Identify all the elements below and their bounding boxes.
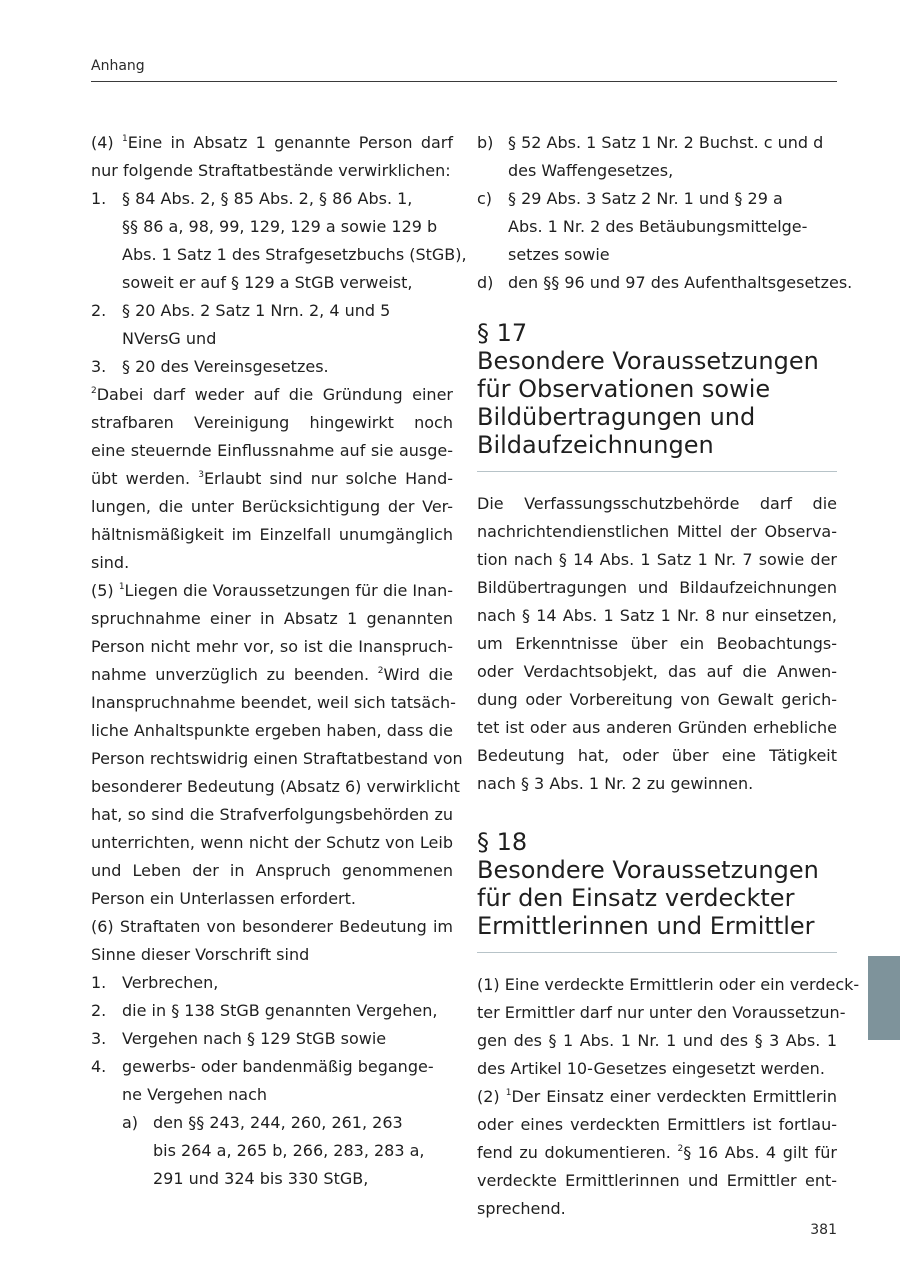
paragraph-line: (1) Eine verdeckte Ermittlerin oder ein verdeck- bbox=[477, 975, 860, 994]
paragraph-line: dung oder Vorbereitung von Gewalt gerich- bbox=[477, 690, 837, 709]
sub-list-item-line: 291 und 324 bis 330 StGB, bbox=[153, 1169, 369, 1188]
list-item: 2. § 20 Abs. 2 Satz 1 Nrn. 2, 4 und 5 bbox=[91, 301, 391, 320]
section-number: § 17 bbox=[477, 319, 528, 347]
paragraph-line: tion nach § 14 Abs. 1 Satz 1 Nr. 7 sowie der bbox=[477, 550, 837, 569]
sub-list-item: a) den §§ 243, 244, 260, 261, 263 bbox=[122, 1113, 403, 1132]
numbered-list bbox=[91, 969, 453, 1193]
paragraph-4-line: nur folgende Straftatbestände verwirklichen: bbox=[91, 161, 451, 180]
list-item: 3. Vergehen nach § 129 StGB sowie bbox=[91, 1029, 387, 1048]
paragraph-line: Bildübertragungen und Bildaufzeichnungen bbox=[477, 578, 837, 597]
section-18-heading bbox=[477, 828, 837, 953]
paragraph-line: unterrichten, wenn nicht der Schutz von Leib bbox=[91, 833, 453, 852]
paragraph-line: sprechend. bbox=[477, 1199, 566, 1218]
header-rule bbox=[91, 81, 837, 82]
paragraph-line: übt werden. $^3$Erlaubt sind nur solche Hand- bbox=[91, 469, 453, 488]
sub-list-item-line: setzes sowie bbox=[508, 245, 610, 264]
paragraph-line: oder Verdachtsobjekt, das auf die Anwen- bbox=[477, 662, 837, 681]
paragraph-line: nach § 14 Abs. 1 Satz 1 Nr. 8 nur einsetzen, bbox=[477, 606, 837, 625]
list-item-line: ne Vergehen nach bbox=[122, 1085, 268, 1104]
chapter-thumb-tab bbox=[868, 956, 900, 1040]
paragraph-line: gen des § 1 Abs. 1 Nr. 1 und des § 3 Abs. 1 bbox=[477, 1031, 837, 1050]
paragraph-4-line: (4) $^1$Eine in Absatz 1 genannte Person darf bbox=[91, 133, 454, 152]
paragraph-6-line: Sinne dieser Vorschrift sind bbox=[91, 945, 310, 964]
paragraph-line: Die Verfassungsschutzbehörde darf die bbox=[477, 494, 837, 513]
paragraph-line: Bedeutung hat, oder über eine Tätigkeit bbox=[477, 746, 837, 765]
paragraph-line: nachrichtendienstlichen Mittel der Observa- bbox=[477, 522, 837, 541]
paragraph-line: nahme unverzüglich zu beenden. $^2$Wird die bbox=[91, 665, 453, 684]
list-item: 2. die in § 138 StGB genannten Vergehen, bbox=[91, 1001, 438, 1020]
sub-list-item-line: des Waffengesetzes, bbox=[508, 161, 674, 180]
paragraph-line: lungen, die unter Berücksichtigung der Ver- bbox=[91, 497, 453, 516]
paragraph-5-line: (5) $^1$Liegen die Voraussetzungen für die Inan- bbox=[91, 581, 454, 600]
section-18-body bbox=[477, 971, 860, 1223]
list-item: 1. Verbrechen, bbox=[91, 973, 219, 992]
sub-list-item-line: bis 264 a, 265 b, 266, 283, 283 a, bbox=[153, 1141, 425, 1160]
running-head: Anhang bbox=[91, 58, 145, 74]
paragraph-line: und Leben der in Anspruch genommenen bbox=[91, 861, 453, 880]
list-item: 4. gewerbs- oder bandenmäßig begange- bbox=[91, 1057, 434, 1076]
section-title-line: Besondere Voraussetzungen bbox=[477, 347, 819, 375]
paragraph-line: sind. bbox=[91, 553, 130, 572]
section-title-line: Besondere Voraussetzungen bbox=[477, 856, 819, 884]
paragraph-line: strafbaren Vereinigung hingewirkt noch bbox=[91, 413, 453, 432]
sub-list-item: b) § 52 Abs. 1 Satz 1 Nr. 2 Buchst. c und d bbox=[477, 133, 824, 152]
list-item-line: soweit er auf § 129 a StGB verweist, bbox=[122, 273, 413, 292]
section-17-heading bbox=[477, 319, 837, 472]
section-17-body bbox=[477, 490, 837, 798]
paragraph-line: Inanspruchnahme beendet, weil sich tatsäch- bbox=[91, 693, 456, 712]
section-title-line: Bildaufzeichnungen bbox=[477, 431, 714, 459]
section-number: § 18 bbox=[477, 828, 528, 856]
paragraph-line: oder eines verdeckten Ermittlers ist fortlau- bbox=[477, 1115, 837, 1134]
paragraph-line: fend zu dokumentieren. $^2$§ 16 Abs. 4 gilt für bbox=[477, 1143, 837, 1162]
paragraph-line: nach § 3 Abs. 1 Nr. 2 zu gewinnen. bbox=[477, 774, 754, 793]
paragraph-line: Person rechtswidrig einen Straftatbestand von bbox=[91, 749, 463, 768]
section-title-line: für den Einsatz verdeckter bbox=[477, 884, 795, 912]
paragraph-line: tet ist oder aus anderen Gründen erhebliche bbox=[477, 718, 837, 737]
paragraph-6-line: (6) Straftaten von besonderer Bedeutung im bbox=[91, 917, 453, 936]
paragraph-4-sentence-2: $^2$Dabei darf weder auf die Gründung einer bbox=[91, 385, 453, 404]
paragraph-line: hältnismäßigkeit im Einzelfall unumgänglich bbox=[91, 525, 453, 544]
list-item-line: NVersG und bbox=[122, 329, 217, 348]
sub-list-item: c) § 29 Abs. 3 Satz 2 Nr. 1 und § 29 a bbox=[477, 189, 783, 208]
sub-list-item-line: Abs. 1 Nr. 2 des Betäubungsmittelge- bbox=[508, 217, 808, 236]
paragraph-line: Person ein Unterlassen erfordert. bbox=[91, 889, 356, 908]
paragraph-line: Person nicht mehr vor, so ist die Inanspruch- bbox=[91, 637, 453, 656]
list-item-line: §§ 86 a, 98, 99, 129, 129 a sowie 129 b bbox=[122, 217, 438, 236]
list-item-line: Abs. 1 Satz 1 des Strafgesetzbuchs (StGB), bbox=[122, 245, 467, 264]
paragraph-line: liche Anhaltspunkte ergeben haben, dass die bbox=[91, 721, 453, 740]
section-title-line: für Observationen sowie bbox=[477, 375, 771, 403]
paragraph-line: eine steuernde Einflussnahme auf sie ausge- bbox=[91, 441, 453, 460]
paragraph-line: ter Ermittler darf nur unter den Voraussetzun- bbox=[477, 1003, 846, 1022]
lettered-list bbox=[477, 129, 853, 297]
paragraph-line: hat, so sind die Strafverfolgungsbehörden zu bbox=[91, 805, 453, 824]
page-number: 381 bbox=[810, 1222, 837, 1238]
paragraph-line: (2) $^1$Der Einsatz einer verdeckten Ermittlerin bbox=[477, 1087, 838, 1106]
left-column bbox=[91, 129, 467, 1193]
section-title-line: Bildübertragungen und bbox=[477, 403, 756, 431]
list-item: 3. § 20 des Vereinsgesetzes. bbox=[91, 357, 329, 376]
paragraph-line: des Artikel 10-Gesetzes eingesetzt werden. bbox=[477, 1059, 825, 1078]
sub-list-item: d) den §§ 96 und 97 des Aufenthaltsgesetzes. bbox=[477, 273, 853, 292]
section-title-line: Ermittlerinnen und Ermittler bbox=[477, 912, 815, 940]
list-item: 1. § 84 Abs. 2, § 85 Abs. 2, § 86 Abs. 1, bbox=[91, 189, 413, 208]
right-column bbox=[477, 129, 860, 1223]
paragraph-line: spruchnahme einer in Absatz 1 genannten bbox=[91, 609, 453, 628]
paragraph-line: besonderer Bedeutung (Absatz 6) verwirklicht bbox=[91, 777, 460, 796]
paragraph-line: verdeckte Ermittlerinnen und Ermittler ent- bbox=[477, 1171, 837, 1190]
numbered-list bbox=[91, 185, 467, 381]
paragraph-line: um Erkenntnisse über ein Beobachtungs- bbox=[477, 634, 837, 653]
